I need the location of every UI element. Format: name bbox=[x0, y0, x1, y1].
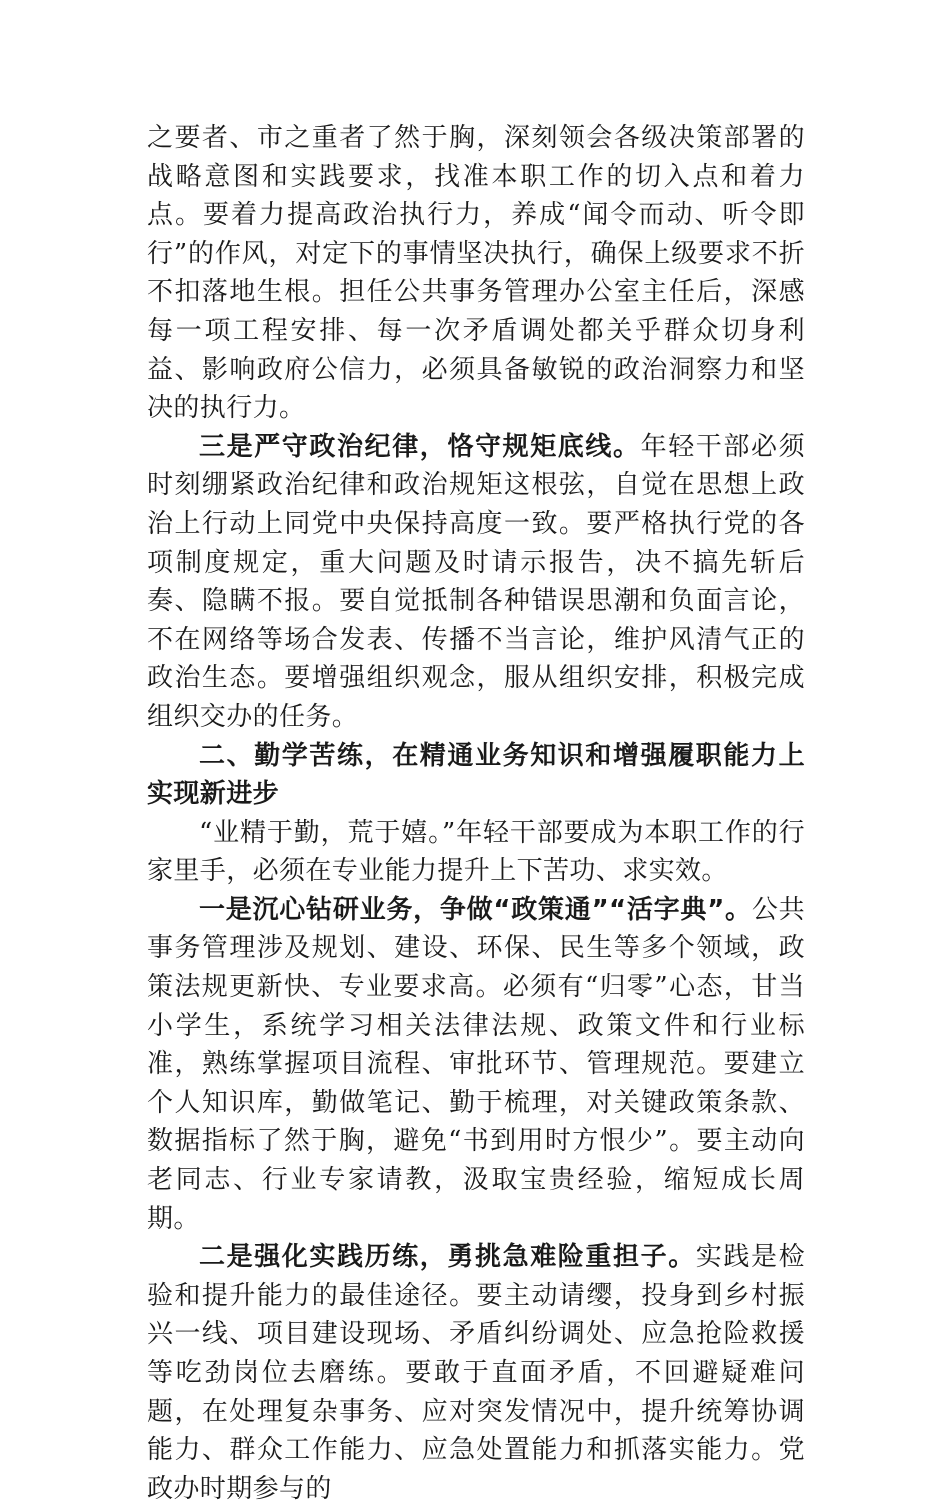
section-heading: 二、勤学苦练，在精通业务知识和增强履职能力上实现新进步 bbox=[147, 740, 805, 810]
document-page bbox=[147, 119, 805, 1508]
paragraph-intro: “业精于勤，荒于嬉。”年轻干部要成为本职工作的行家里手，必须在专业能力提升上下苦功、求实效。 bbox=[147, 817, 805, 887]
paragraph-study bbox=[147, 891, 805, 1238]
paragraph-continuation: 之要者、市之重者了然于胸，深刻领会各级决策部署的战略意图和实践要求，找准本职工作的切入点和着力点。要着力提高政治执行力，养成“闻令而动、听令即行”的作风，对定下的事情坚决执行，确保上级要求不折不扣落地生根。担任公共事务管理办公室主任后，深感每一项工程安排、每一次矛盾调处都关乎群众切身利益、影响政府公信力，必须具备敏锐的政治洞察力和坚决的执行力。 bbox=[147, 123, 805, 424]
paragraph-body: 实践是检验和提升能力的最佳途径。要主动请缨，投身到乡村振兴一线、项目建设现场、矛盾纠纷调处、应急抢险救援等吃劲岗位去磨练。要敢于直面矛盾，不回避疑难问题，在处理复杂事务、应对突发情况中，提升统筹协调能力、群众工作能力、应急处置能力和抓落实能力。党政办时期参与的 bbox=[147, 1242, 805, 1504]
paragraph-lead: 二是强化实践历练，勇挑急难险重担子。 bbox=[199, 1242, 696, 1273]
paragraph-lead: 一是沉心钻研业务，争做“政策通”“活字典”。 bbox=[199, 894, 752, 925]
paragraph-discipline bbox=[147, 428, 805, 737]
paragraph-body: 公共事务管理涉及规划、建设、环保、民生等多个领域，政策法规更新快、专业要求高。必须有“归零”心态，甘当小学生，系统学习相关法律法规、政策文件和行业标准，熟练掌握项目流程、审批环节、管理规范。要建立个人知识库，勤做笔记、勤于梳理，对关键政策条款、数据指标了然于胸，避免“书到用时方恨少”。要主动向老同志、行业专家请教，汲取宝贵经验，缩短成长周期。 bbox=[147, 894, 805, 1234]
paragraph-body: 年轻干部必须时刻绷紧政治纪律和政治规矩这根弦，自觉在思想上政治上行动上同党中央保持高度一致。要严格执行党的各项制度规定，重大问题及时请示报告，决不搞先斩后奏、隐瞒不报。要自觉抵制各种错误思潮和负面言论，不在网络等场合发表、传播不当言论，维护风清气正的政治生态。要增强组织观念，服从组织安排，积极完成组织交办的任务。 bbox=[147, 431, 805, 732]
paragraph-practice bbox=[147, 1238, 805, 1508]
paragraph-lead: 三是严守政治纪律，恪守规矩底线。 bbox=[199, 431, 641, 462]
